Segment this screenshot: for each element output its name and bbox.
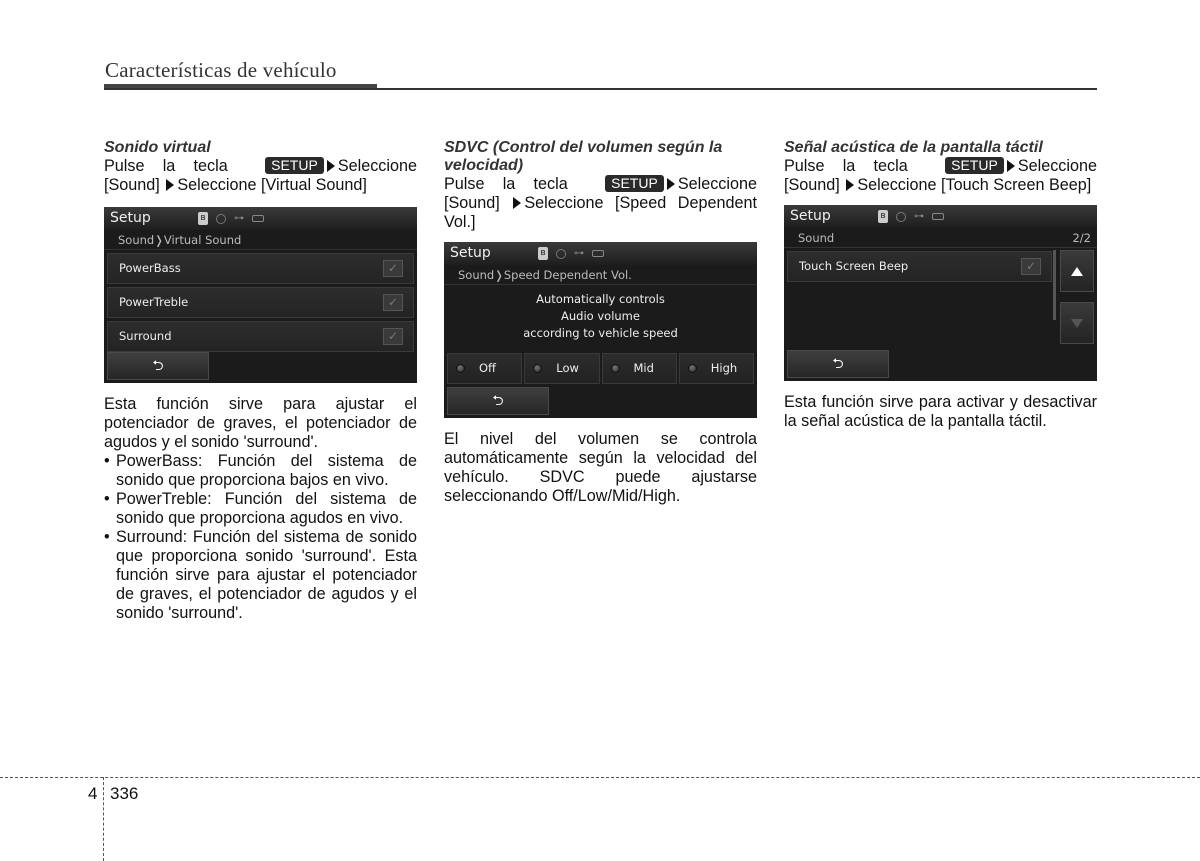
arrow-right-icon: [846, 179, 854, 191]
option-low[interactable]: Low: [524, 353, 599, 384]
screen-title: Setup: [450, 245, 491, 261]
back-button[interactable]: [787, 350, 889, 378]
section-header-title: Características de vehículo: [105, 58, 337, 82]
radio-indicator-icon: [533, 364, 542, 373]
setup-screen-touch-beep: [784, 205, 1097, 381]
instruction-text: Seleccione [Sound]: [444, 175, 758, 212]
instruction-text: Seleccione [Sound]: [104, 157, 418, 194]
page-indicator: 2/2: [1072, 231, 1091, 245]
body-paragraph: Esta función sirve para ajustar el potenciador de graves, el potenciador de agudos y el sonido 'surround'.: [104, 395, 417, 451]
screen-header: [104, 207, 417, 230]
column-virtual-sound: [104, 139, 417, 623]
back-button[interactable]: [447, 387, 549, 415]
arrow-right-icon: [166, 179, 174, 191]
screen-title: Setup: [790, 208, 831, 224]
footer-divider: [103, 777, 104, 861]
screen-breadcrumb: Sound 2/2: [784, 228, 1097, 248]
battery-icon: [592, 250, 604, 257]
instruction-text: Seleccione [Virtual Sound]: [177, 176, 367, 194]
section-title-touch-beep: Señal acústica de la pantalla táctil: [784, 139, 1043, 156]
screen-breadcrumb: Sound❭Speed Dependent Vol.: [444, 265, 757, 285]
back-button[interactable]: [107, 352, 209, 380]
column-sdvc: [444, 139, 757, 506]
option-powertreble[interactable]: PowerTreble ✓: [107, 287, 414, 318]
chapter-number: 4: [88, 784, 98, 803]
radio-indicator-icon: [611, 364, 620, 373]
disc-icon: [216, 214, 226, 224]
page-number: 336: [110, 784, 139, 803]
arrow-right-icon: [327, 160, 335, 172]
setup-key: SETUP: [265, 157, 324, 174]
usb-icon: ⊶: [914, 211, 924, 222]
setup-screen-virtual-sound: [104, 207, 417, 383]
option-touch-screen-beep[interactable]: Touch Screen Beep ✓: [787, 251, 1052, 282]
arrow-right-icon: [513, 197, 521, 209]
scroll-down-button[interactable]: [1060, 302, 1094, 344]
column-touch-beep: [784, 139, 1097, 431]
list-item: • Surround: Función del sistema de sonido que proporciona sonido 'surround'. Esta función sirve para ajustar el potenciador de graves, el potenciador de agudos y el sonido 'surround'.: [104, 528, 417, 622]
setup-key: SETUP: [605, 175, 664, 192]
instruction-text: Pulse la tecla: [444, 175, 568, 193]
disc-icon: [556, 249, 566, 259]
list-item: • PowerTreble: Función del sistema de sonido que proporciona agudos en vivo.: [104, 490, 417, 527]
arrow-right-icon: [1007, 160, 1015, 172]
instruction-virtual-sound: [104, 157, 417, 195]
screen-breadcrumb: Sound❭Virtual Sound: [104, 230, 417, 250]
back-arrow-icon: ⮌: [832, 355, 844, 372]
usb-icon: ⊶: [234, 213, 244, 224]
instruction-touch-beep: [784, 157, 1097, 195]
screen-message: Automatically controls Audio volume according to vehicle speed: [523, 292, 678, 340]
scroll-panel: [1057, 250, 1097, 381]
radio-indicator-icon: [456, 364, 465, 373]
battery-icon: [932, 213, 944, 220]
volume-option-group: [447, 353, 754, 384]
disc-icon: [896, 212, 906, 222]
setup-key: SETUP: [945, 157, 1004, 174]
instruction-text: Seleccione [Touch Screen Beep]: [857, 176, 1092, 194]
option-surround[interactable]: Surround ✓: [107, 321, 414, 352]
screen-title: Setup: [110, 210, 151, 226]
instruction-text: Seleccione [Speed Dependent Vol.]: [444, 194, 757, 231]
header-rule: [104, 88, 1097, 90]
option-off[interactable]: Off: [447, 353, 522, 384]
checkbox-icon[interactable]: ✓: [383, 294, 403, 311]
screen-header: [444, 242, 757, 265]
bluetooth-icon: ʙ: [878, 210, 888, 223]
body-paragraph: El nivel del volumen se controla automáticamente según la velocidad del vehículo. SDVC puede ajustarse seleccionando Off/Low/Mid/High.: [444, 430, 757, 505]
instruction-sdvc: [444, 175, 757, 232]
back-arrow-icon: ⮌: [152, 357, 164, 374]
section-title-virtual-sound: Sonido virtual: [104, 139, 211, 156]
checkbox-icon[interactable]: ✓: [383, 260, 403, 277]
footer-rule: [0, 777, 1200, 778]
back-arrow-icon: ⮌: [492, 392, 504, 409]
arrow-right-icon: [667, 178, 675, 190]
checkbox-icon[interactable]: ✓: [383, 328, 403, 345]
list-item: • PowerBass: Función del sistema de sonido que proporciona bajos en vivo.: [104, 452, 417, 489]
instruction-text: Seleccione [Sound]: [784, 157, 1098, 194]
checkbox-icon[interactable]: ✓: [1021, 258, 1041, 275]
scrollbar[interactable]: [1053, 250, 1056, 320]
arrow-down-icon: [1071, 319, 1083, 328]
option-powerbass[interactable]: PowerBass ✓: [107, 253, 414, 284]
scroll-up-button[interactable]: [1060, 250, 1094, 292]
setup-screen-sdvc: [444, 242, 757, 418]
section-title-sdvc: SDVC (Control del volumen según la velocidad): [444, 139, 723, 174]
option-mid[interactable]: Mid: [602, 353, 677, 384]
radio-indicator-icon: [688, 364, 697, 373]
option-high[interactable]: High: [679, 353, 754, 384]
bluetooth-icon: ʙ: [198, 212, 208, 225]
usb-icon: ⊶: [574, 248, 584, 259]
arrow-up-icon: [1071, 267, 1083, 276]
body-paragraph: Esta función sirve para activar y desactivar la señal acústica de la pantalla táctil.: [784, 393, 1097, 430]
instruction-text: Pulse la tecla: [104, 157, 228, 175]
instruction-text: Pulse la tecla: [784, 157, 908, 175]
bluetooth-icon: ʙ: [538, 247, 548, 260]
battery-icon: [252, 215, 264, 222]
screen-header: [784, 205, 1097, 228]
